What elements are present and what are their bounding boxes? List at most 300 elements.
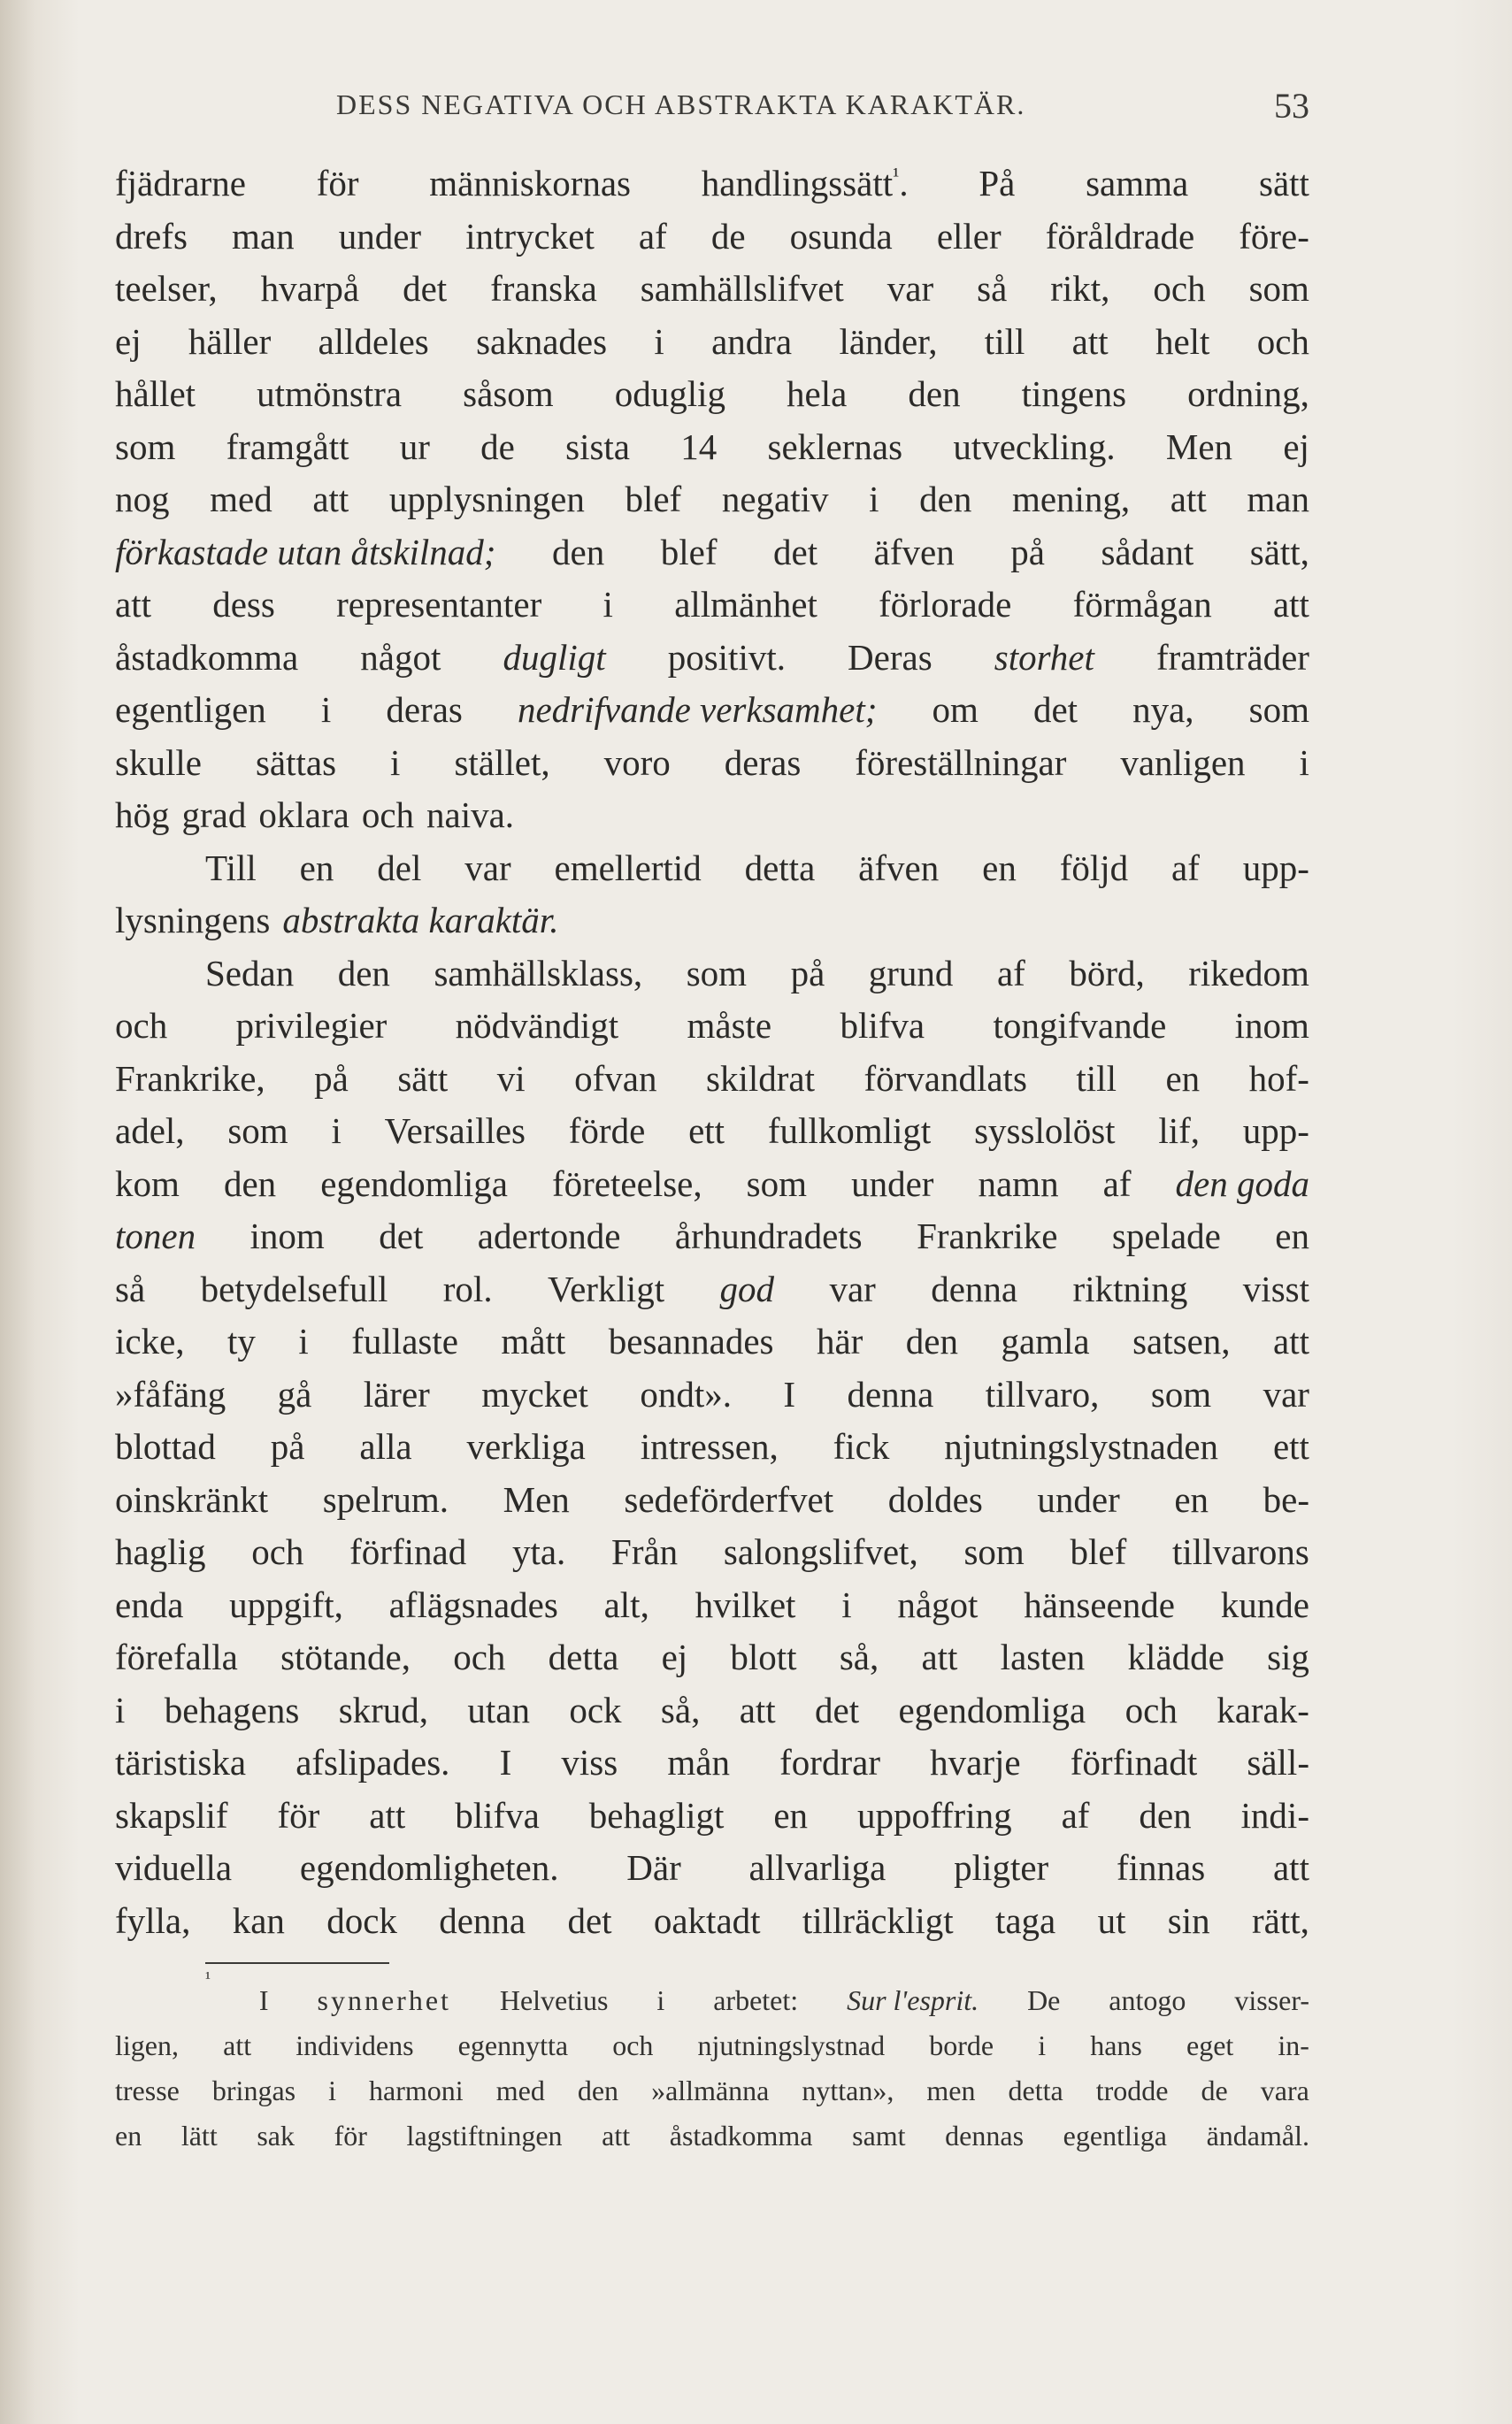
- word: samhällslifvet: [640, 268, 844, 309]
- word: Där: [626, 1847, 681, 1888]
- footnote-word: trodde: [1095, 2075, 1169, 2106]
- word: det: [773, 531, 818, 572]
- word: denna: [931, 1268, 1018, 1309]
- footnote-word: lätt: [180, 2120, 218, 2152]
- word: att: [1272, 1847, 1309, 1888]
- word: föreställningar: [855, 741, 1067, 783]
- text-line: [115, 157, 1309, 211]
- word: och: [1153, 268, 1206, 309]
- text-line: [115, 1053, 1309, 1106]
- word: till: [984, 320, 1025, 362]
- word: taga: [994, 1899, 1056, 1941]
- text-line: [115, 1369, 1309, 1422]
- word: ej: [1283, 426, 1309, 467]
- word: franska: [490, 268, 597, 309]
- footnote-word: bringas: [211, 2075, 296, 2106]
- word: storhet: [994, 636, 1094, 678]
- footnote-word: i: [328, 2075, 337, 2106]
- word: be-: [1263, 1478, 1309, 1520]
- word: fjädrarne: [115, 163, 246, 203]
- word: nedrifvande verksamhet;: [517, 689, 878, 730]
- word: som: [963, 1531, 1025, 1572]
- footnote-word: samt: [852, 2120, 906, 2152]
- word: allmänhet: [674, 584, 817, 625]
- text-line: [115, 1790, 1309, 1843]
- word: att: [921, 1637, 958, 1677]
- word: som: [746, 1162, 808, 1204]
- word: I: [499, 1742, 512, 1783]
- word: Sedan: [205, 952, 295, 993]
- footnote-word: dennas: [945, 2120, 1025, 2152]
- word: hållet: [115, 373, 196, 414]
- word: afslipades.: [295, 1742, 450, 1783]
- word: tillräckligt: [802, 1899, 954, 1941]
- text-line: [115, 316, 1309, 369]
- word: spelade: [1111, 1216, 1221, 1256]
- word: på: [314, 1057, 349, 1099]
- word: i: [1299, 741, 1309, 783]
- word: de: [480, 426, 515, 467]
- body-text: [115, 157, 1309, 1947]
- word: alt,: [603, 1584, 649, 1625]
- word: aflägsnades: [388, 1584, 558, 1625]
- word: dugligt: [503, 636, 606, 678]
- word: del: [377, 847, 422, 888]
- word: och: [115, 1005, 168, 1046]
- word: den: [1139, 1794, 1192, 1836]
- word: naiva.: [426, 794, 515, 835]
- word: egendomligheten.: [299, 1847, 559, 1888]
- word: Men: [503, 1478, 570, 1520]
- word: lysningens: [115, 900, 271, 940]
- footnote-word: men: [926, 2075, 976, 2106]
- footnote-word: individens: [295, 2029, 414, 2061]
- word: grund: [868, 952, 954, 993]
- word: Men: [1165, 426, 1233, 467]
- word: oklara: [258, 794, 349, 835]
- word: och: [361, 794, 415, 835]
- word: hög: [115, 794, 170, 835]
- word: var: [886, 268, 934, 309]
- word: under: [338, 215, 422, 257]
- word: i: [331, 1110, 342, 1151]
- word: ty: [227, 1321, 256, 1362]
- footnote-word: lagstiftningen: [406, 2120, 563, 2152]
- word: och: [1124, 1689, 1178, 1730]
- word: intrycket: [465, 215, 595, 257]
- word: förde: [568, 1110, 646, 1151]
- text-line: [115, 737, 1309, 790]
- word: ej: [661, 1637, 688, 1677]
- word: så,: [839, 1637, 879, 1677]
- word: att: [369, 1794, 406, 1836]
- word: blef: [660, 531, 718, 572]
- word: lärer: [363, 1373, 430, 1415]
- footnote-line: [115, 2113, 1309, 2159]
- word: deras: [724, 741, 802, 783]
- word: var: [1263, 1373, 1309, 1415]
- word: viss: [561, 1742, 618, 1783]
- word: sedeförderfvet: [624, 1478, 834, 1520]
- word: för: [277, 1794, 320, 1836]
- word: fullaste: [351, 1321, 458, 1362]
- word: vanligen: [1120, 741, 1246, 783]
- word: till: [1076, 1057, 1117, 1099]
- word: här: [816, 1321, 863, 1362]
- word: sätt: [1258, 163, 1309, 203]
- word: oaktadt: [653, 1899, 761, 1941]
- text-line: [115, 1474, 1309, 1527]
- word: viduella: [115, 1847, 233, 1888]
- word: som: [1248, 268, 1309, 309]
- footnote-word: De: [1027, 1984, 1061, 2016]
- footnote-word: hans: [1090, 2029, 1142, 2061]
- word: På: [979, 163, 1016, 203]
- text-line: [115, 842, 1309, 895]
- text-line: [115, 1000, 1309, 1053]
- word: i: [602, 584, 613, 625]
- word: något: [360, 636, 441, 678]
- word: förefalla: [115, 1637, 238, 1677]
- text-line: [115, 1842, 1309, 1895]
- word: stället,: [454, 741, 550, 783]
- word: som: [686, 952, 748, 993]
- word: århundradets: [674, 1216, 863, 1256]
- word: hvilket: [695, 1584, 796, 1625]
- word: salongslifvet,: [723, 1531, 918, 1572]
- word: ofvan: [574, 1057, 657, 1099]
- text-line: [115, 684, 1309, 737]
- word: den goda: [1175, 1162, 1309, 1204]
- footnote-word: ligen,: [115, 2029, 179, 2061]
- footnote-word: att: [602, 2120, 631, 2152]
- text-line: [115, 368, 1309, 421]
- word: vi: [496, 1057, 526, 1099]
- word: tonen: [115, 1216, 196, 1256]
- word: nya,: [1132, 689, 1194, 730]
- footnote-word: in-: [1278, 2029, 1309, 2061]
- word: den: [919, 479, 972, 519]
- word: karak-: [1217, 1689, 1309, 1730]
- word: mått: [501, 1321, 566, 1362]
- text-line: [115, 579, 1309, 632]
- word: utmönstra: [257, 373, 403, 414]
- word: en: [1165, 1057, 1201, 1099]
- word: måste: [687, 1005, 772, 1046]
- word: att: [115, 584, 151, 625]
- word: att: [312, 479, 349, 519]
- word: ej: [115, 320, 142, 362]
- page-number: 53: [1274, 86, 1309, 126]
- word: 14: [680, 426, 718, 467]
- footnote-word: borde: [929, 2029, 994, 2061]
- word: såsom: [463, 373, 554, 414]
- word: ut: [1097, 1899, 1126, 1941]
- word: sysslolöst: [974, 1110, 1116, 1151]
- word: att: [1273, 1321, 1309, 1362]
- word: emellertid: [554, 847, 702, 888]
- word: uppoffring: [856, 1794, 1012, 1836]
- word: af: [1061, 1794, 1090, 1836]
- word: tongifvande: [993, 1005, 1167, 1046]
- word: egendomliga: [320, 1162, 508, 1204]
- footnote-word: Sur l'esprit.: [847, 1984, 979, 2016]
- word: utveckling.: [953, 426, 1116, 467]
- footnote-word: att: [223, 2029, 252, 2061]
- footnote-word: för: [334, 2120, 367, 2152]
- footnote-word: detta: [1008, 2075, 1063, 2106]
- footnote-word: en: [115, 2120, 142, 2152]
- word: af: [638, 215, 667, 257]
- word: tillvaro,: [985, 1373, 1100, 1415]
- word: privilegier: [235, 1005, 388, 1046]
- word: åstadkomma: [115, 636, 299, 678]
- word: egendomliga: [898, 1689, 1086, 1730]
- word: teelser,: [115, 268, 218, 309]
- word: täristiska: [115, 1742, 247, 1783]
- word: rikt,: [1050, 268, 1110, 309]
- footnote-word: i: [656, 1984, 665, 2016]
- word: en: [299, 847, 334, 888]
- word: nog: [115, 479, 170, 519]
- word: framträder: [1155, 636, 1309, 678]
- word: Till: [205, 847, 257, 888]
- word: handlingssätt¹.: [701, 163, 909, 203]
- text-line: [115, 1421, 1309, 1474]
- word: deras: [386, 689, 463, 730]
- word: tingens: [1021, 373, 1127, 414]
- word: Från: [611, 1531, 679, 1572]
- word: abstrakta karaktär.: [282, 900, 559, 940]
- footnote-word: I: [258, 1984, 269, 2016]
- word: sig: [1267, 1637, 1309, 1677]
- word: icke,: [115, 1321, 185, 1362]
- word: i: [869, 479, 879, 519]
- footnote-word: antogo: [1109, 1984, 1186, 2016]
- word: förkastade utan åtskilnad;: [115, 531, 496, 572]
- word: med: [210, 479, 272, 519]
- word: inom: [1234, 1005, 1309, 1046]
- word: ondt».: [640, 1373, 732, 1415]
- word: enda: [115, 1584, 184, 1625]
- word: uppgift,: [229, 1584, 343, 1625]
- word: adel,: [115, 1110, 185, 1151]
- word: fordrar: [779, 1742, 880, 1783]
- word: upplysningen: [388, 479, 585, 519]
- word: visst: [1242, 1268, 1309, 1309]
- word: lasten: [1000, 1637, 1086, 1677]
- word: upp-: [1242, 1110, 1309, 1151]
- word: voro: [603, 741, 671, 783]
- footnote-word: synnerhet: [317, 1984, 451, 2016]
- footnote-word: de: [1201, 2075, 1228, 2106]
- word: besannades: [608, 1321, 774, 1362]
- footnote-word: vara: [1260, 2075, 1309, 2106]
- text-line: [115, 789, 1309, 842]
- word: af: [1102, 1162, 1132, 1204]
- word: man: [1247, 479, 1309, 519]
- word: för: [316, 163, 359, 203]
- word: Versailles: [384, 1110, 526, 1151]
- word: i: [390, 741, 401, 783]
- word: den: [905, 1321, 958, 1362]
- footnote-word: arbetet:: [713, 1984, 799, 2016]
- word: att: [1170, 479, 1207, 519]
- footnote-word: sak: [257, 2120, 295, 2152]
- word: alla: [359, 1426, 412, 1467]
- footnote-word: visser-: [1234, 1984, 1309, 2016]
- word: ordning,: [1187, 373, 1309, 414]
- text-line: [115, 1210, 1309, 1263]
- word: mening,: [1011, 479, 1131, 519]
- word: något: [897, 1584, 979, 1625]
- word: kunde: [1220, 1584, 1309, 1625]
- word: denna: [439, 1899, 526, 1941]
- word: nödvändigt: [455, 1005, 619, 1046]
- word: seklernas: [767, 426, 903, 467]
- word: denna: [847, 1373, 934, 1415]
- word: sista: [565, 426, 631, 467]
- page-header: [115, 85, 1309, 138]
- text-line: [115, 947, 1309, 1001]
- word: ett: [1272, 1426, 1309, 1467]
- word: dess: [212, 584, 275, 625]
- footnote-word: eget: [1186, 2029, 1234, 2061]
- footnote-line: [115, 2023, 1309, 2068]
- word: Deras: [848, 636, 933, 678]
- word: äfven: [873, 531, 955, 572]
- footnote-word: i: [1038, 2029, 1047, 2061]
- word: skapslif: [115, 1794, 228, 1836]
- word: och: [1256, 320, 1309, 362]
- text-line: [115, 421, 1309, 474]
- word: blef: [625, 479, 682, 519]
- word: egentligen: [115, 689, 266, 730]
- text-line: [115, 1684, 1309, 1737]
- word: lif,: [1158, 1110, 1201, 1151]
- word: af: [996, 952, 1025, 993]
- word: följd: [1059, 847, 1129, 888]
- word: skulle: [115, 741, 202, 783]
- word: samma: [1086, 163, 1189, 203]
- word: det: [379, 1216, 424, 1256]
- word: sådant: [1101, 531, 1194, 572]
- word: den: [552, 531, 605, 572]
- word: betydelsefull: [200, 1268, 388, 1309]
- footnote-word: Helvetius: [499, 1984, 609, 2016]
- footnote-line: [115, 1968, 1309, 2023]
- footnote-word: nyttan»,: [802, 2075, 894, 2106]
- word: att: [739, 1689, 776, 1730]
- footnote-word: harmoni: [369, 2075, 464, 2106]
- word: rikedom: [1188, 952, 1309, 993]
- word: äfven: [858, 847, 940, 888]
- word: drefs: [115, 215, 188, 257]
- word: representanter: [336, 584, 542, 625]
- word: blef: [1070, 1531, 1127, 1572]
- word: skildrat: [705, 1057, 815, 1099]
- word: den: [337, 952, 390, 993]
- text-line: [115, 632, 1309, 685]
- word: häller: [188, 320, 272, 362]
- word: utan: [467, 1689, 530, 1730]
- word: om: [932, 689, 979, 730]
- word: förfinad: [349, 1531, 467, 1572]
- word: Verkligt: [548, 1268, 665, 1309]
- footnote-word: med: [495, 2075, 545, 2106]
- word: och: [251, 1531, 304, 1572]
- word: ur: [399, 426, 430, 467]
- word: förmågan: [1072, 584, 1212, 625]
- word: gå: [277, 1373, 312, 1415]
- word: under: [1037, 1478, 1120, 1520]
- word: indi-: [1240, 1794, 1309, 1836]
- word: i: [115, 1689, 126, 1730]
- footnote-word: ändamål.: [1206, 2120, 1309, 2152]
- word: att: [1272, 584, 1309, 625]
- word: ett: [688, 1110, 725, 1151]
- word: säll-: [1247, 1742, 1309, 1783]
- word: osunda: [789, 215, 893, 257]
- word: behagligt: [588, 1794, 725, 1836]
- word: oinskränkt: [115, 1478, 269, 1520]
- word: inom: [249, 1216, 325, 1256]
- text-line: [115, 1895, 1309, 1948]
- word: förfinadt: [1070, 1742, 1198, 1783]
- footnote-word: »allmänna: [651, 2075, 770, 2106]
- word: i: [320, 689, 332, 730]
- word: en: [773, 1794, 809, 1836]
- word: i: [841, 1584, 852, 1625]
- word: ock: [569, 1689, 622, 1730]
- word: fick: [833, 1426, 890, 1467]
- footnote-word: ¹: [205, 1968, 211, 1988]
- text-line: [115, 1526, 1309, 1579]
- word: framgått: [226, 426, 349, 467]
- word: spelrum.: [322, 1478, 449, 1520]
- word: var: [464, 847, 511, 888]
- word: länder,: [839, 320, 938, 362]
- word: på: [270, 1426, 305, 1467]
- word: namn: [978, 1162, 1059, 1204]
- word: intressen,: [640, 1426, 779, 1467]
- word: behagens: [164, 1689, 300, 1730]
- text-line: [115, 1579, 1309, 1632]
- word: mån: [667, 1742, 730, 1783]
- word: börd,: [1069, 952, 1145, 993]
- word: hela: [787, 373, 848, 414]
- footnote-word: tresse: [115, 2075, 180, 2106]
- text-line: [115, 894, 1309, 947]
- word: sin: [1167, 1899, 1210, 1941]
- word: satsen,: [1132, 1321, 1231, 1362]
- word: på: [790, 952, 825, 993]
- word: blifva: [455, 1794, 540, 1836]
- word: de: [710, 215, 746, 257]
- word: riktning: [1072, 1268, 1188, 1309]
- word: helt: [1155, 320, 1210, 362]
- text-line: [115, 1263, 1309, 1316]
- word: som: [115, 426, 176, 467]
- word: fullkomligt: [767, 1110, 932, 1151]
- word: upp-: [1242, 847, 1309, 888]
- word: kom: [115, 1162, 180, 1204]
- word: hof-: [1248, 1057, 1309, 1099]
- word: på: [1010, 531, 1045, 572]
- word: den: [908, 373, 961, 414]
- word: kan: [232, 1899, 285, 1941]
- word: att: [1071, 320, 1109, 362]
